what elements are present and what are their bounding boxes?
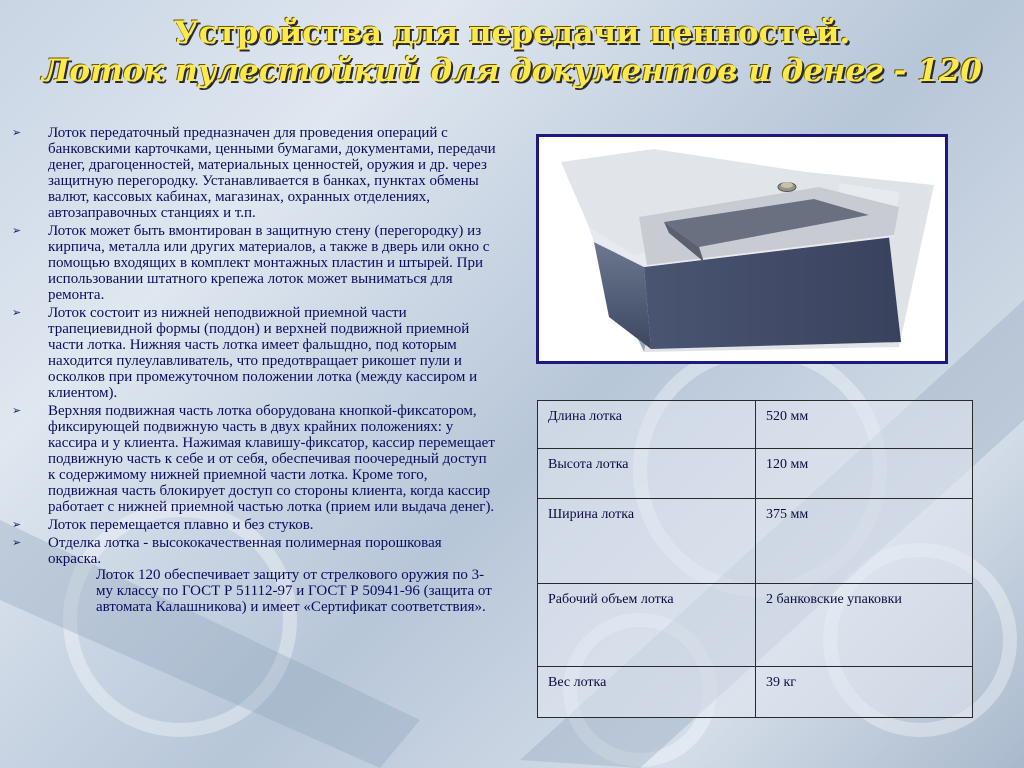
spec-label: Ширина лотка [538, 499, 756, 583]
spec-value: 2 банковские упаковки [756, 583, 973, 666]
title-line-2: Лоток пулестойкий для документов и денег - 120 [42, 53, 982, 89]
table-row [538, 449, 973, 499]
spec-label: Длина лотка [538, 401, 756, 449]
table-row [538, 499, 973, 583]
bullet-list [12, 125, 497, 617]
spec-value: 375 мм [756, 499, 973, 583]
title-line-1: Устройства для передачи ценностей. [173, 15, 851, 51]
bullet-item [12, 535, 497, 615]
spec-value: 520 мм [756, 401, 973, 449]
bullet-text: Лоток состоит из нижней неподвижной приемной части трапециевидной формы (поддон) и верхней подвижной приемной части лотка. Нижняя часть лотка имеет фальшдно, под которым находится пулеулавливатель, что предотвращает рикошет пули и осколков при промежуточном положении лотка (между кассиром и клиентом). [48, 305, 478, 401]
bullet-text: Верхняя подвижная часть лотка оборудована кнопкой-фиксатором, фиксирующей подвижную часть в двух крайних положениях: у кассира и у клиента. Нажимая клавишу-фиксатор, кассир перемещает подвижную часть к себе и от себя, обеспечивая поочередный доступ к содержимому нижней приемной части лотка. Кроме того, подвижная часть блокирует доступ со стороны клиента, когда кассир работает с нижней приемной частью лотка (прием или выдача денег). [48, 403, 495, 515]
bullet-text: Лоток может быть вмонтирован в защитную стену (перегородку) из кирпича, металла или других материалов, а также в дверь или окно с помощью входящих в комплект монтажных пластин и штырей. При использовании штатного крепежа лоток может выниматься для ремонта. [48, 223, 490, 303]
bullet-text: Отделка лотка - высококачественная полимерная порошковая окраска. [48, 535, 442, 567]
bullet-item [12, 305, 497, 401]
table-row [538, 401, 973, 449]
spec-label: Высота лотка [538, 449, 756, 499]
bullet-item [12, 517, 497, 533]
table-row [538, 666, 973, 717]
spec-value: 120 мм [756, 449, 973, 499]
bullet-item [12, 125, 497, 221]
bullet-text: Лоток передаточный предназначен для проведения операций с банковскими карточками, ценными бумагами, документами, передачи денег, драгоценностей, материальных ценностей, оружия и др. через защитную перегородку. Устанавливается в банках, пунктах обмены валют, кассовых кабинах, магазинах, охранных отделениях, автозаправочных станциях и т.п. [48, 125, 496, 221]
tray-photo [536, 134, 948, 364]
spec-label: Рабочий объем лотка [538, 583, 756, 666]
spec-value: 39 кг [756, 666, 973, 717]
arrow-bullet-icon: ➢ [12, 405, 22, 417]
bulletproof-tray-illustration [539, 137, 945, 361]
arrow-bullet-icon: ➢ [12, 537, 22, 549]
arrow-bullet-icon: ➢ [12, 519, 22, 531]
bullet-item [12, 403, 497, 515]
arrow-bullet-icon: ➢ [12, 225, 22, 237]
specs-table [537, 400, 973, 718]
spec-label: Вес лотка [538, 666, 756, 717]
bullet-extra-text: Лоток 120 обеспечивает защиту от стрелкового оружия по 3-му классу по ГОСТ Р 51112-97 и ГОСТ Р 50941-96 (защита от автомата Калашникова) и имеет «Сертификат соответствия». [96, 567, 492, 615]
bullet-item [12, 223, 497, 303]
bullet-text: Лоток перемещается плавно и без стуков. [48, 517, 314, 533]
slide-title [0, 14, 1024, 90]
arrow-bullet-icon: ➢ [12, 127, 22, 139]
arrow-bullet-icon: ➢ [12, 307, 22, 319]
table-row [538, 583, 973, 666]
